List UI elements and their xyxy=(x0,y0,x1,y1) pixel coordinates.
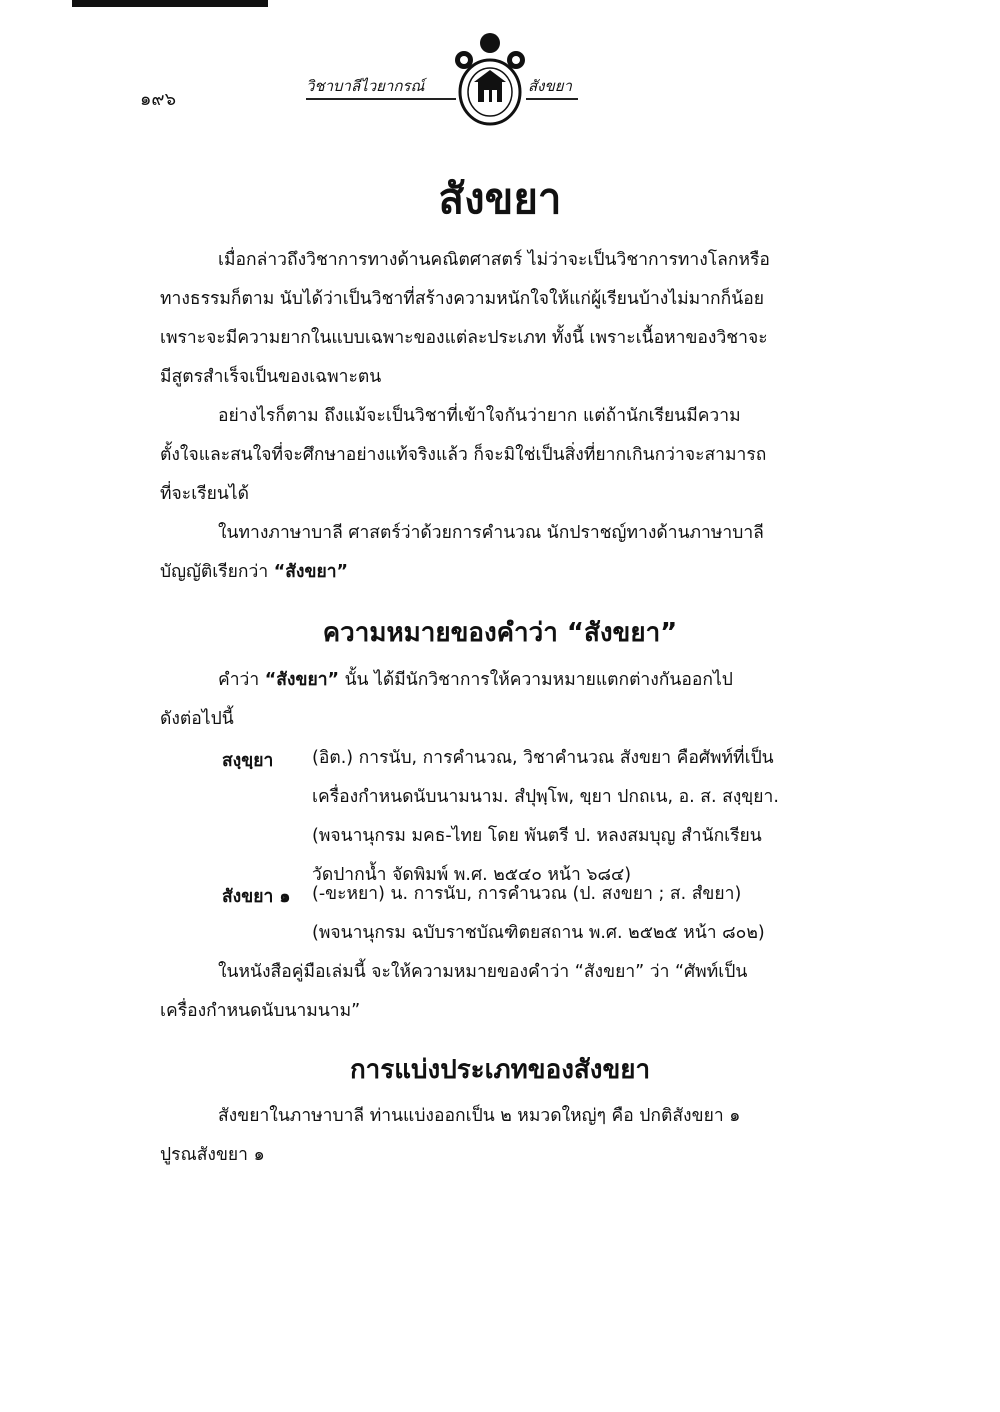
types-line-1: สังขยาในภาษาบาลี ท่านแบ่งออกเป็น ๒ หมวดใหญ่ๆ คือ ปกติสังขยา ๑ xyxy=(218,1106,741,1126)
summary-line-1: ในหนังสือคู่มือเล่มนี้ จะให้ความหมายของคำว่า “สังขยา” ว่า “ศัพท์เป็น xyxy=(218,962,748,982)
intro-p2-line-1: อย่างไรก็ตาม ถึงแม้จะเป็นวิชาที่เข้าใจกันว่ายาก แต่ถ้านักเรียนมีความ xyxy=(218,406,741,426)
definition-1-line-3: (พจนานุกรม มคธ-ไทย โดย พันตรี ป. หลงสมบุญ สำนักเรียน xyxy=(312,826,762,846)
meaning-intro-line-2: ดังต่อไปนี้ xyxy=(160,709,234,729)
top-edge-bar xyxy=(72,0,268,7)
header-rule xyxy=(306,98,578,100)
definition-1-line-4: วัดปากน้ำ จัดพิมพ์ พ.ศ. ๒๕๔๐ หน้า ๖๘๔) xyxy=(312,865,632,885)
intro-p3-line-2 xyxy=(160,553,348,592)
meaning-intro-suffix: นั้น ได้มีนักวิชาการให้ความหมายแตกต่างกันออกไป xyxy=(339,670,733,690)
intro-p2-line-3: ที่จะเรียนได้ xyxy=(160,484,249,504)
section-heading-meaning: ความหมายของคำว่า “สังขยา” xyxy=(322,618,678,648)
intro-p3-prefix: บัญญัติเรียกว่า xyxy=(160,562,274,582)
meaning-intro-line-1 xyxy=(218,661,733,700)
intro-p3-line-1: ในทางภาษาบาลี ศาสตร์ว่าด้วยการคำนวณ นักปราชญ์ทางด้านภาษาบาลี xyxy=(218,523,764,543)
definition-term-2: สังขยา ๑ xyxy=(222,887,291,907)
definition-2-line-1: (-ขะหยา) น. การนับ, การคำนวณ (ป. สงขยา ; ส. สํขยา) xyxy=(312,884,742,904)
definition-2-line-2: (พจนานุกรม ฉบับราชบัณฑิตยสถาน พ.ศ. ๒๕๒๕ หน้า ๘๐๒) xyxy=(312,923,765,943)
running-header-left: วิชาบาลีไวยากรณ์ xyxy=(306,77,425,95)
definition-1-line-2: เครื่องกำหนดนับนามนาม. สํปุพฺโพ, ขฺยา ปกถเน, อ. ส. สงฺขฺยา. xyxy=(312,787,779,807)
types-line-2: ปูรณสังขยา ๑ xyxy=(160,1145,265,1165)
intro-p3-term: “สังขยา” xyxy=(273,562,349,582)
definition-term-1: สงฺขฺยา xyxy=(222,751,274,771)
intro-p2-line-2: ตั้งใจและสนใจที่จะศึกษาอย่างแท้จริงแล้ว ก็จะมิใช่เป็นสิ่งที่ยากเกินกว่าจะสามารถ xyxy=(160,445,767,465)
summary-line-2: เครื่องกำหนดนับนามนาม” xyxy=(160,1001,361,1021)
seal-logo-icon xyxy=(444,30,536,132)
page-number: ๑๙๖ xyxy=(140,89,177,110)
section-heading-types: การแบ่งประเภทของสังขยา xyxy=(349,1055,651,1085)
meaning-intro-prefix: คำว่า xyxy=(218,670,265,690)
intro-p1-line-1: เมื่อกล่าวถึงวิชาการทางด้านคณิตศาสตร์ ไม่ว่าจะเป็นวิชาการทางโลกหรือ xyxy=(218,250,770,270)
meaning-intro-term: “สังขยา” xyxy=(264,670,340,690)
intro-p1-line-3: เพราะจะมีความยากในแบบเฉพาะของแต่ละประเภท ทั้งนี้ เพราะเนื้อหาของวิชาจะ xyxy=(160,328,768,348)
definition-1-line-1: (อิต.) การนับ, การคำนวณ, วิชาคำนวณ สังขยา คือศัพท์ที่เป็น xyxy=(312,748,774,768)
intro-p1-line-4: มีสูตรสำเร็จเป็นของเฉพาะตน xyxy=(160,367,382,387)
running-header-right: สังขยา xyxy=(528,77,572,95)
intro-p1-line-2: ทางธรรมก็ตาม นับได้ว่าเป็นวิชาที่สร้างความหนักใจให้แก่ผู้เรียนบ้างไม่มากก็น้อย xyxy=(160,289,764,309)
page-title: สังขยา xyxy=(438,174,562,223)
